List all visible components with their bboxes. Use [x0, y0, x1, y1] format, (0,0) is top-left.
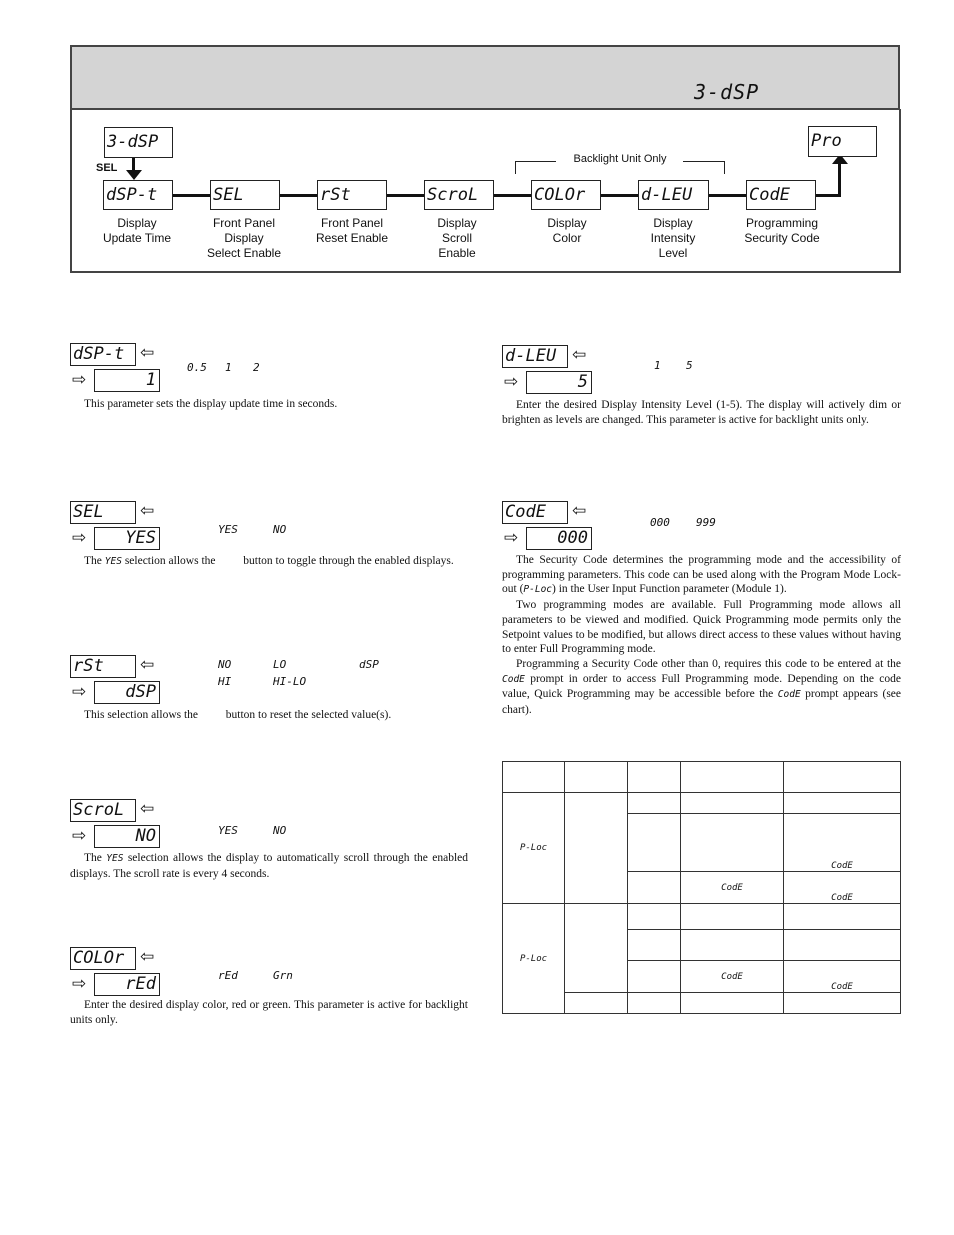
down-arrow-icon — [126, 170, 142, 180]
option: 1 — [654, 359, 661, 372]
flow-connector — [493, 194, 531, 197]
option: HI-LO — [273, 675, 307, 688]
next-arrow-icon: ⇦ — [140, 501, 155, 521]
param-rst-name: rSt — [70, 655, 136, 678]
option: LO — [273, 658, 287, 671]
flow-step-dsp-t: dSP-t — [103, 180, 173, 210]
flow-start-display: 3-dSP — [104, 127, 173, 158]
enter-arrow-icon: ⇨ — [72, 974, 87, 994]
flow-step-d-lev: d-LEU — [638, 180, 709, 210]
param-dsp-t-name: dSP-t — [70, 343, 136, 366]
next-arrow-icon: ⇦ — [140, 343, 155, 363]
flow-step-code: CodE — [746, 180, 816, 210]
next-arrow-icon: ⇦ — [140, 799, 155, 819]
enter-arrow-icon: ⇨ — [72, 682, 87, 702]
chart-p-loc: P-Loc — [519, 953, 548, 964]
param-color-description: Enter the desired display color, red or green. This parameter is active for backlight units only. — [70, 999, 468, 1026]
param-d-lev-description: Enter the desired Display Intensity Level (1-5). The display will actively dim or brighten as levels are changed. This parameter is active for backlight units only. — [502, 399, 901, 426]
param-rst-description: This selection allows the button to reset the selected value(s). — [84, 709, 392, 721]
sel-button-label: SEL — [96, 162, 118, 174]
param-sel-description: The YES selection allows the button to toggle through the enabled displays. — [84, 555, 454, 567]
enter-arrow-icon: ⇨ — [72, 370, 87, 390]
backlight-note: Backlight Unit Only — [573, 153, 667, 165]
option: YES — [218, 523, 238, 536]
flow-connector — [815, 194, 839, 197]
param-color-name: COLOr — [70, 947, 136, 970]
flow-step-label: Front Panel Reset Enable — [315, 216, 389, 245]
option: 0.5 — [187, 361, 207, 374]
option: 999 — [696, 516, 716, 529]
flow-step-rst: rSt — [317, 180, 387, 210]
module-code: 3-dSP — [694, 80, 760, 104]
param-scrol-name: ScroL — [70, 799, 136, 822]
param-scrol-description: The YES selection allows the display to automatically scroll through the enabled displays. The scroll rate is every 4 seconds. — [70, 852, 468, 880]
option: NO — [273, 824, 287, 837]
chart-code: CodE — [831, 861, 853, 871]
option: rEd — [218, 969, 238, 982]
flow-connector — [708, 194, 746, 197]
security-code-chart — [502, 761, 901, 1014]
param-code-value: 000 — [526, 527, 592, 550]
param-rst-value: dSP — [94, 681, 160, 704]
flow-end-display: Pro — [808, 126, 877, 157]
param-d-lev-name: d-LEU — [502, 345, 568, 368]
param-sel-name: SEL — [70, 501, 136, 524]
option: 5 — [686, 359, 693, 372]
chart-p-loc: P-Loc — [519, 843, 548, 853]
backlight-bracket-left — [515, 161, 556, 174]
option: Grn — [273, 969, 293, 982]
flow-step-scrol: ScroL — [424, 180, 494, 210]
flow-step-label: Programming Security Code — [744, 216, 820, 245]
option: NO — [273, 523, 287, 536]
param-scrol-value: NO — [94, 825, 160, 848]
flow-step-label: Front Panel Display Select Enable — [206, 216, 282, 260]
option: 2 — [253, 361, 260, 374]
enter-arrow-icon: ⇨ — [72, 528, 87, 548]
chart-code: CodE — [721, 882, 743, 893]
enter-arrow-icon: ⇨ — [504, 528, 519, 548]
flow-connector — [386, 194, 424, 197]
flow-step-label: Display Color — [547, 216, 587, 245]
param-code-name: CodE — [502, 501, 568, 524]
module-banner — [70, 45, 900, 110]
flow-step-color: COLOr — [531, 180, 601, 210]
option: YES — [218, 824, 238, 837]
chart-code: CodE — [721, 971, 743, 982]
param-sel-value: YES — [94, 527, 160, 550]
param-code-description: The Security Code determines the programming mode and the accessibility of programming parameters. This code can be used along with the Program Mode Lock-out (P-Loc) in the User Input Function parameter (Module 1). Two programming modes are available. Full Programming mode allows all parameters to be viewed and modified. Quick Programming mode permits only the Setpoint values to be modified, but allows direct access to these values without having to enter Full Programming mode. Programming a Security Code other than 0, requires this code to be entered at the CodE prompt in order to access Full Programming mode. Depending on the code value, Quick Programming may be accessible before the CodE prompt appears (see chart). — [502, 554, 902, 717]
backlight-bracket-right — [683, 161, 725, 174]
flow-connector — [172, 194, 210, 197]
option: HI — [218, 675, 232, 688]
flow-step-label: Display Scroll Enable — [437, 216, 477, 260]
flow-up-line — [838, 162, 841, 197]
next-arrow-icon: ⇦ — [572, 501, 587, 521]
option: 000 — [650, 516, 670, 529]
next-arrow-icon: ⇦ — [572, 345, 587, 365]
param-dsp-t-value: 1 — [94, 369, 160, 392]
flow-step-label: Display Update Time — [102, 216, 172, 245]
option: dSP — [359, 658, 379, 671]
option: NO — [218, 658, 232, 671]
enter-arrow-icon: ⇨ — [72, 826, 87, 846]
param-d-lev-value: 5 — [526, 371, 592, 394]
param-dsp-t-description: This parameter sets the display update time in seconds. — [84, 398, 338, 410]
option: 1 — [225, 361, 232, 374]
chart-code: CodE — [831, 982, 853, 992]
param-color-value: rEd — [94, 973, 160, 996]
chart-code: CodE — [831, 893, 853, 903]
enter-arrow-icon: ⇨ — [504, 372, 519, 392]
flow-connector — [279, 194, 317, 197]
flow-step-sel: SEL — [210, 180, 280, 210]
flow-connector — [600, 194, 638, 197]
flow-step-label: Display Intensity Level — [650, 216, 696, 260]
next-arrow-icon: ⇦ — [140, 655, 155, 675]
next-arrow-icon: ⇦ — [140, 947, 155, 967]
